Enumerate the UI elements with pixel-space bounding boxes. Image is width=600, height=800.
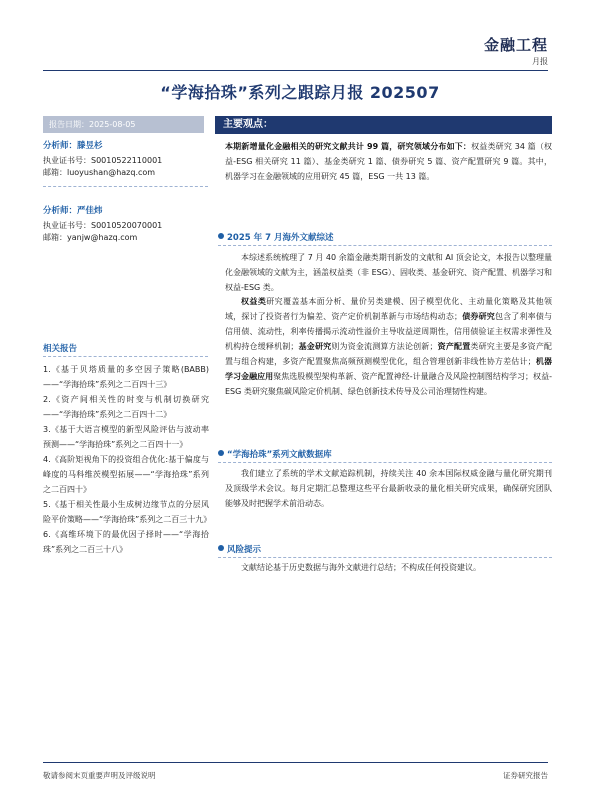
text: 聚焦选股模型架构革新、资产配置神经-计量融合及风险控制图结构学习；权益-ESG 类研究聚焦碳风险定价机制、绿色创新技术传导及公司治理韧性构建。	[225, 372, 552, 396]
section-title-text: “学海拾珠”系列文献数据库	[227, 450, 332, 460]
divider	[218, 557, 552, 558]
divider	[218, 462, 552, 463]
related-report-item[interactable]: 4.《高阶矩视角下的投资组合优化:基于偏度与峰度的马科维茨模型拓展——“学海拾珠”系列之二百四十》	[43, 455, 209, 494]
analyst-name: 分析师：滕昱杉	[43, 141, 103, 151]
related-reports-heading: 相关报告	[43, 344, 78, 354]
analyst-block-1	[43, 140, 208, 187]
header-divider	[43, 70, 548, 71]
keyword-ml: 机器学习金融应用	[225, 357, 552, 381]
related-report-item[interactable]: 6.《高维环境下的最优因子择时——“学海拾珠”系列之二百三十八》	[43, 530, 209, 554]
related-report-item[interactable]: 1.《基于贝塔质量的多空因子策略(BABB)——“学海拾珠”系列之二百四十三》	[43, 365, 209, 389]
analyst-email: 邮箱：yanjw@hazq.com	[43, 233, 138, 242]
keyword-bond: 债券研究	[462, 312, 495, 321]
keyword-allocation: 资产配置	[437, 342, 471, 351]
database-paragraph: 我们建立了系统的学术文献追踪机制，持续关注 40 余本国际权威金融与量化研究期刊及顶级学术会议。每月定期汇总整理这些平台最新收录的量化相关研究成果，确保研究团队能够及时把握学术前沿动态。	[225, 469, 552, 508]
section-subtitle: 月报	[532, 57, 548, 66]
text: 包含了利率债与信用债、流动性，利率传播揭示流动性溢价主导收益逆周期性，信用债验证主权需求弹性及机构持仓缓释机制；	[225, 312, 553, 351]
analyst-email: 邮箱：luoyushan@hazq.com	[43, 168, 156, 177]
text: 研究覆盖基本面分析、量价另类建模、因子模型优化、主动量化策略及其他领域，探讨了投资者行为偏差、资产定价机制革新与市场结构动态；	[225, 297, 552, 321]
analyst-block-2	[43, 205, 208, 245]
section-heading-risk	[218, 543, 261, 555]
text: 则为资金流测算方法论创新；	[331, 342, 438, 351]
keyword-equity: 权益类	[241, 297, 267, 306]
divider	[43, 356, 208, 357]
footer-divider	[43, 762, 548, 763]
section-heading-review	[218, 231, 333, 243]
summary-lead: 本期新增量化金融相关的研究文献共计 99 篇，研究领域分布如下：	[225, 142, 472, 151]
bullet-icon	[218, 450, 224, 456]
text: 类研究主要是多资产配置与组合构建，多资产配置聚焦高频预测模型优化，组合管理创新非线性协方差估计；	[225, 342, 553, 366]
divider	[43, 186, 208, 187]
review-paragraph-1: 本综述系统梳理了 7 月 40 余篇金融类期刊新发的文献和 AI 顶会论文，本报告以整理量化金融领域的文献为主，涵盖权益类（非 ESG）、固收类、基金研究、资产配置、机器学习和权益-ESG 类。	[225, 253, 552, 292]
related-report-item[interactable]: 2.《资产间相关性的时变与机制切换研究——“学海拾珠”系列之二百四十二》	[43, 395, 209, 419]
related-report-item[interactable]: 3.《基于大语言模型的新型风险评估与波动率预测——“学海拾珠”系列之二百四十一》	[43, 425, 209, 449]
risk-paragraph: 文献结论基于历史数据与海外文献进行总结；不构成任何投资建议。	[241, 563, 481, 572]
summary-paragraph	[225, 139, 552, 184]
report-title: “学海拾珠”系列之跟踪月报 202507	[160, 83, 440, 102]
analyst-license: 执业证书号：S0010520070001	[43, 220, 163, 230]
related-reports-list	[43, 362, 212, 557]
summary-text: 权益类研究 34 篇（权益-ESG 相关研究 11 篇）、基金类研究 1 篇、债券研究 5 篇、资产配置研究 9 篇。其中，机器学习在金融领域的应用研究 45 篇，ESG 一共 13 篇。	[225, 142, 552, 181]
review-paragraph-2	[225, 294, 552, 399]
section-heading-database	[218, 448, 332, 460]
footer-label: 证券研究报告	[503, 771, 548, 780]
analyst-name: 分析师：严佳炜	[43, 206, 103, 216]
bullet-icon	[218, 545, 224, 551]
related-report-item[interactable]: 5.《基于相关性最小生成树边缘节点的分层风险平价策略——“学海拾珠”系列之二百三十九》	[43, 500, 212, 524]
section-title: 金融工程	[483, 36, 548, 54]
bullet-icon	[218, 233, 224, 239]
key-points-heading: 主要观点：	[215, 116, 552, 134]
analyst-license: 执业证书号：S0010522110001	[43, 155, 163, 165]
keyword-fund: 基金研究	[298, 342, 332, 351]
footer-disclaimer[interactable]: 敬请参阅末页重要声明及评级说明	[43, 771, 156, 780]
report-date: 报告日期：2025-08-05	[43, 116, 204, 133]
divider	[218, 245, 552, 246]
section-title-text: 2025 年 7 月海外文献综述	[227, 233, 334, 243]
section-title-text: 风险提示	[227, 545, 262, 555]
